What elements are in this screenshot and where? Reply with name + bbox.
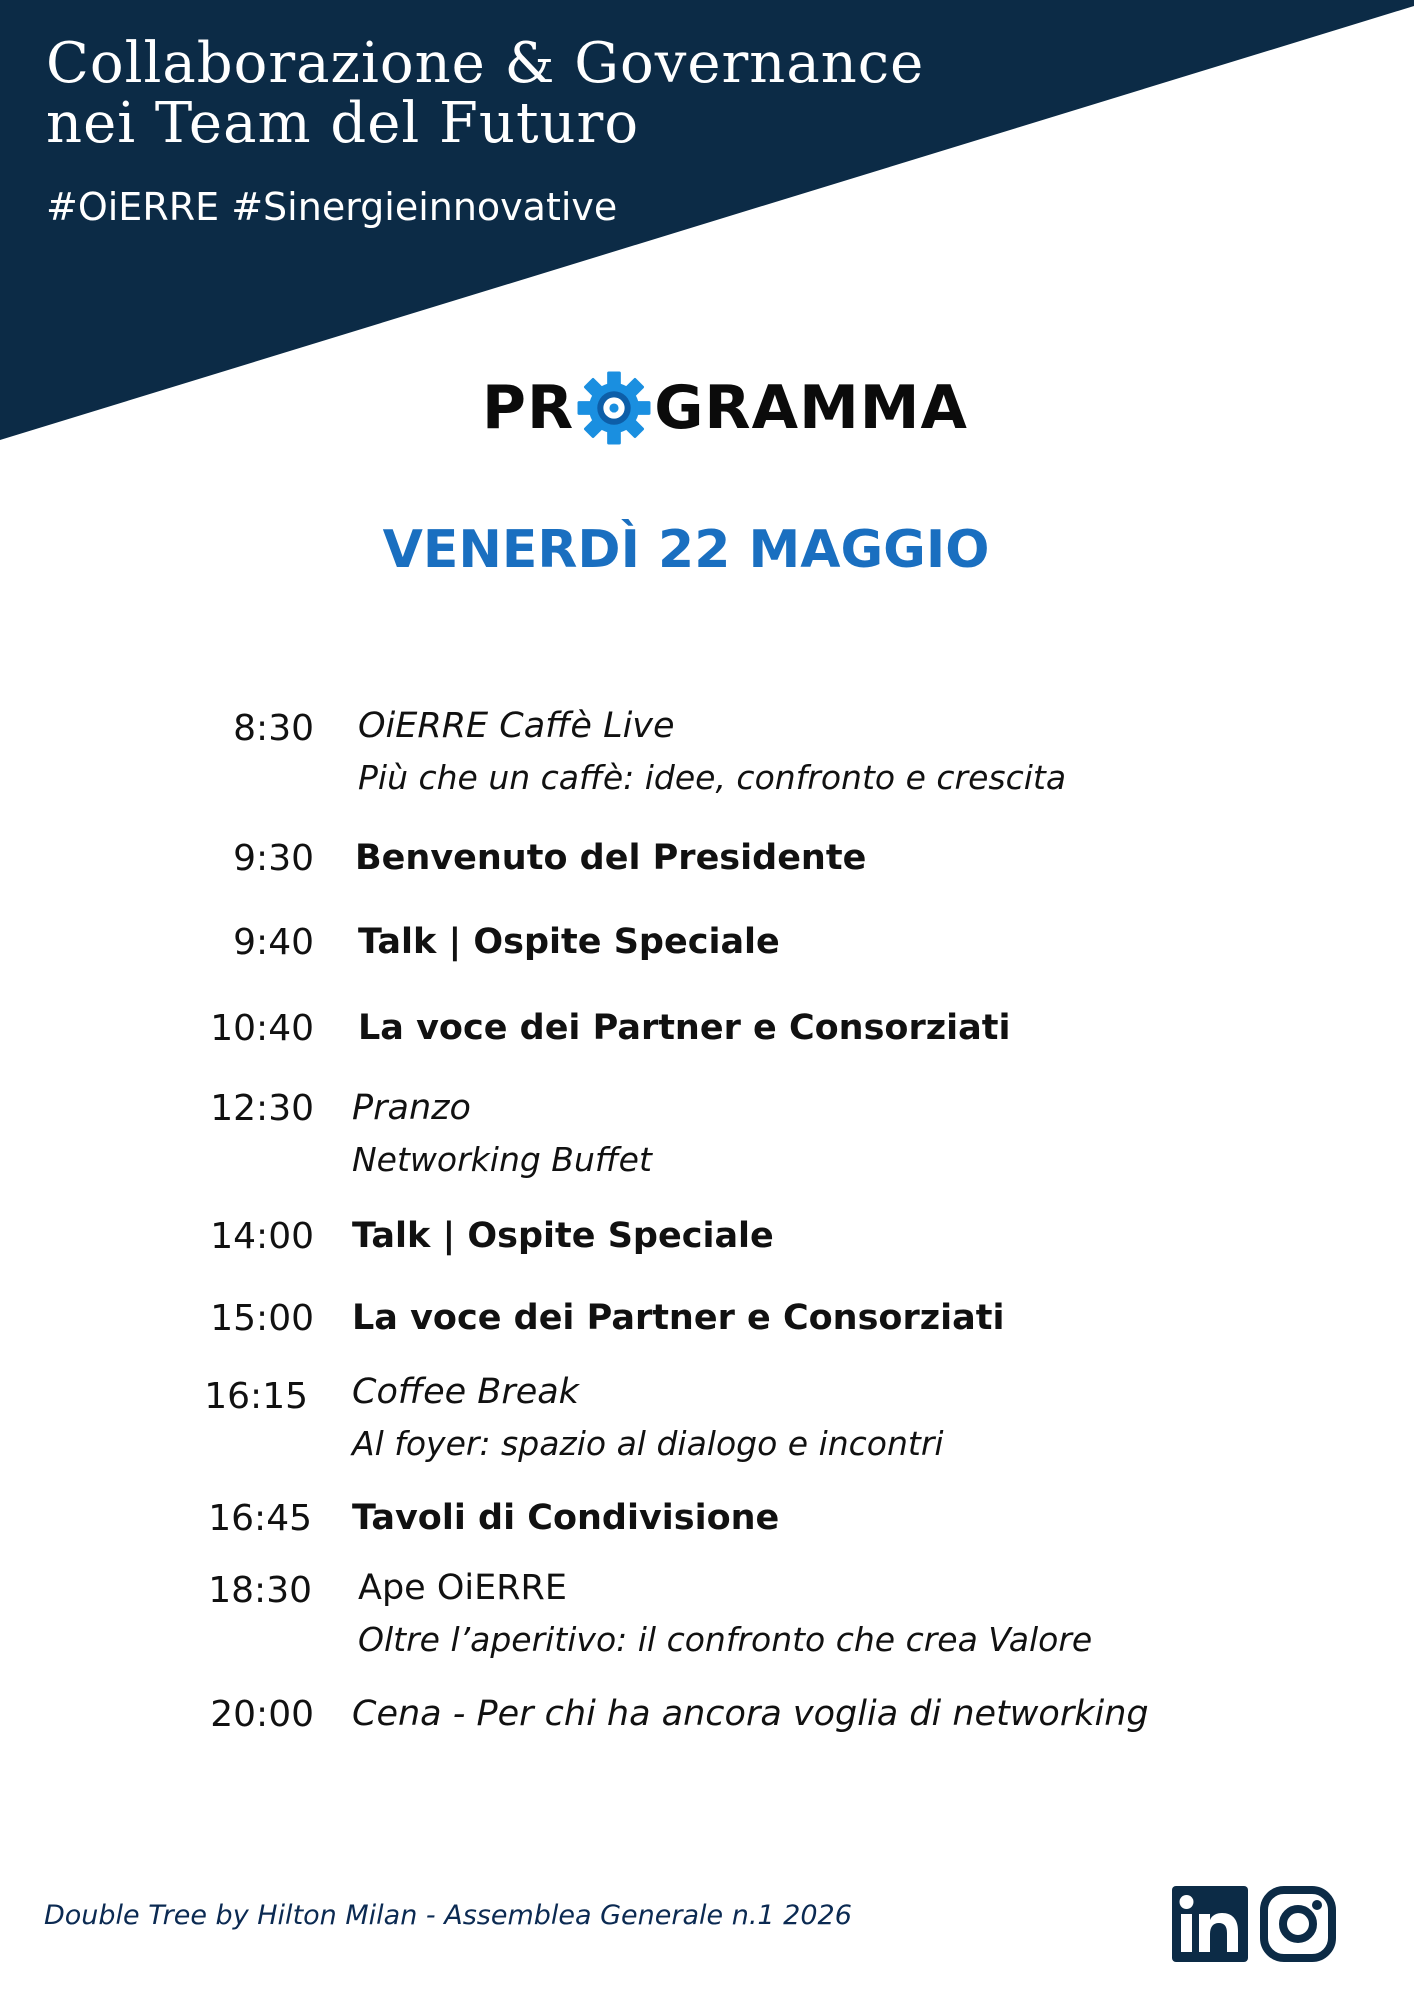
schedule-title: Tavoli di Condivisione: [352, 1498, 780, 1538]
hashtags: #OiERRE #Sinergieinnovative: [46, 185, 618, 229]
venue-footer: Double Tree by Hilton Milan - Assemblea Generale n.1 2026: [44, 1900, 852, 1931]
schedule-title: Talk | Ospite Speciale: [352, 1216, 774, 1256]
schedule-time: 9:30: [233, 838, 314, 879]
instagram-icon[interactable]: [1260, 1886, 1336, 1962]
schedule-time: 9:40: [233, 922, 314, 963]
schedule-title: OiERRE Caffè Live: [358, 706, 675, 746]
schedule-title: Coffee Break: [352, 1372, 579, 1412]
schedule-title: Pranzo: [352, 1088, 471, 1128]
schedule-subtitle: Al foyer: spazio al dialogo e incontri: [352, 1424, 944, 1463]
schedule-time: 18:30: [208, 1570, 312, 1611]
schedule-title: La voce dei Partner e Consorziati: [358, 1008, 1011, 1048]
schedule-subtitle: Oltre l’aperitivo: il confronto che crea Valore: [358, 1620, 1093, 1659]
schedule-title: Benvenuto del Presidente: [355, 838, 867, 878]
schedule-time: 8:30: [233, 708, 314, 749]
gear-icon: [576, 370, 652, 446]
schedule-time: 14:00: [210, 1216, 314, 1257]
programma-heading: [482, 368, 968, 448]
schedule-time: 12:30: [210, 1088, 314, 1129]
schedule-subtitle: Networking Buffet: [352, 1140, 652, 1179]
schedule-time: 20:00: [210, 1694, 314, 1735]
schedule-subtitle: Più che un caffè: idee, confronto e crescita: [358, 758, 1067, 797]
linkedin-icon[interactable]: [1172, 1886, 1248, 1962]
schedule-title: Talk | Ospite Speciale: [358, 922, 780, 962]
event-date: VENERDÌ 22 MAGGIO: [382, 520, 990, 580]
schedule-time: 16:15: [204, 1376, 308, 1417]
title-line-2: nei Team del Futuro: [46, 91, 640, 156]
schedule-time: 16:45: [208, 1498, 312, 1539]
schedule-time: 10:40: [210, 1008, 314, 1049]
page-title: [46, 31, 925, 156]
schedule-title: La voce dei Partner e Consorziati: [352, 1298, 1005, 1338]
title-line-1: Collaborazione & Governance: [46, 31, 925, 96]
programma-heading-right: GRAMMA: [654, 373, 968, 443]
schedule-title: Cena - Per chi ha ancora voglia di networking: [352, 1694, 1149, 1734]
programma-heading-left: PR: [482, 373, 575, 443]
schedule-title: Ape OiERRE: [358, 1568, 567, 1608]
schedule-time: 15:00: [210, 1298, 314, 1339]
